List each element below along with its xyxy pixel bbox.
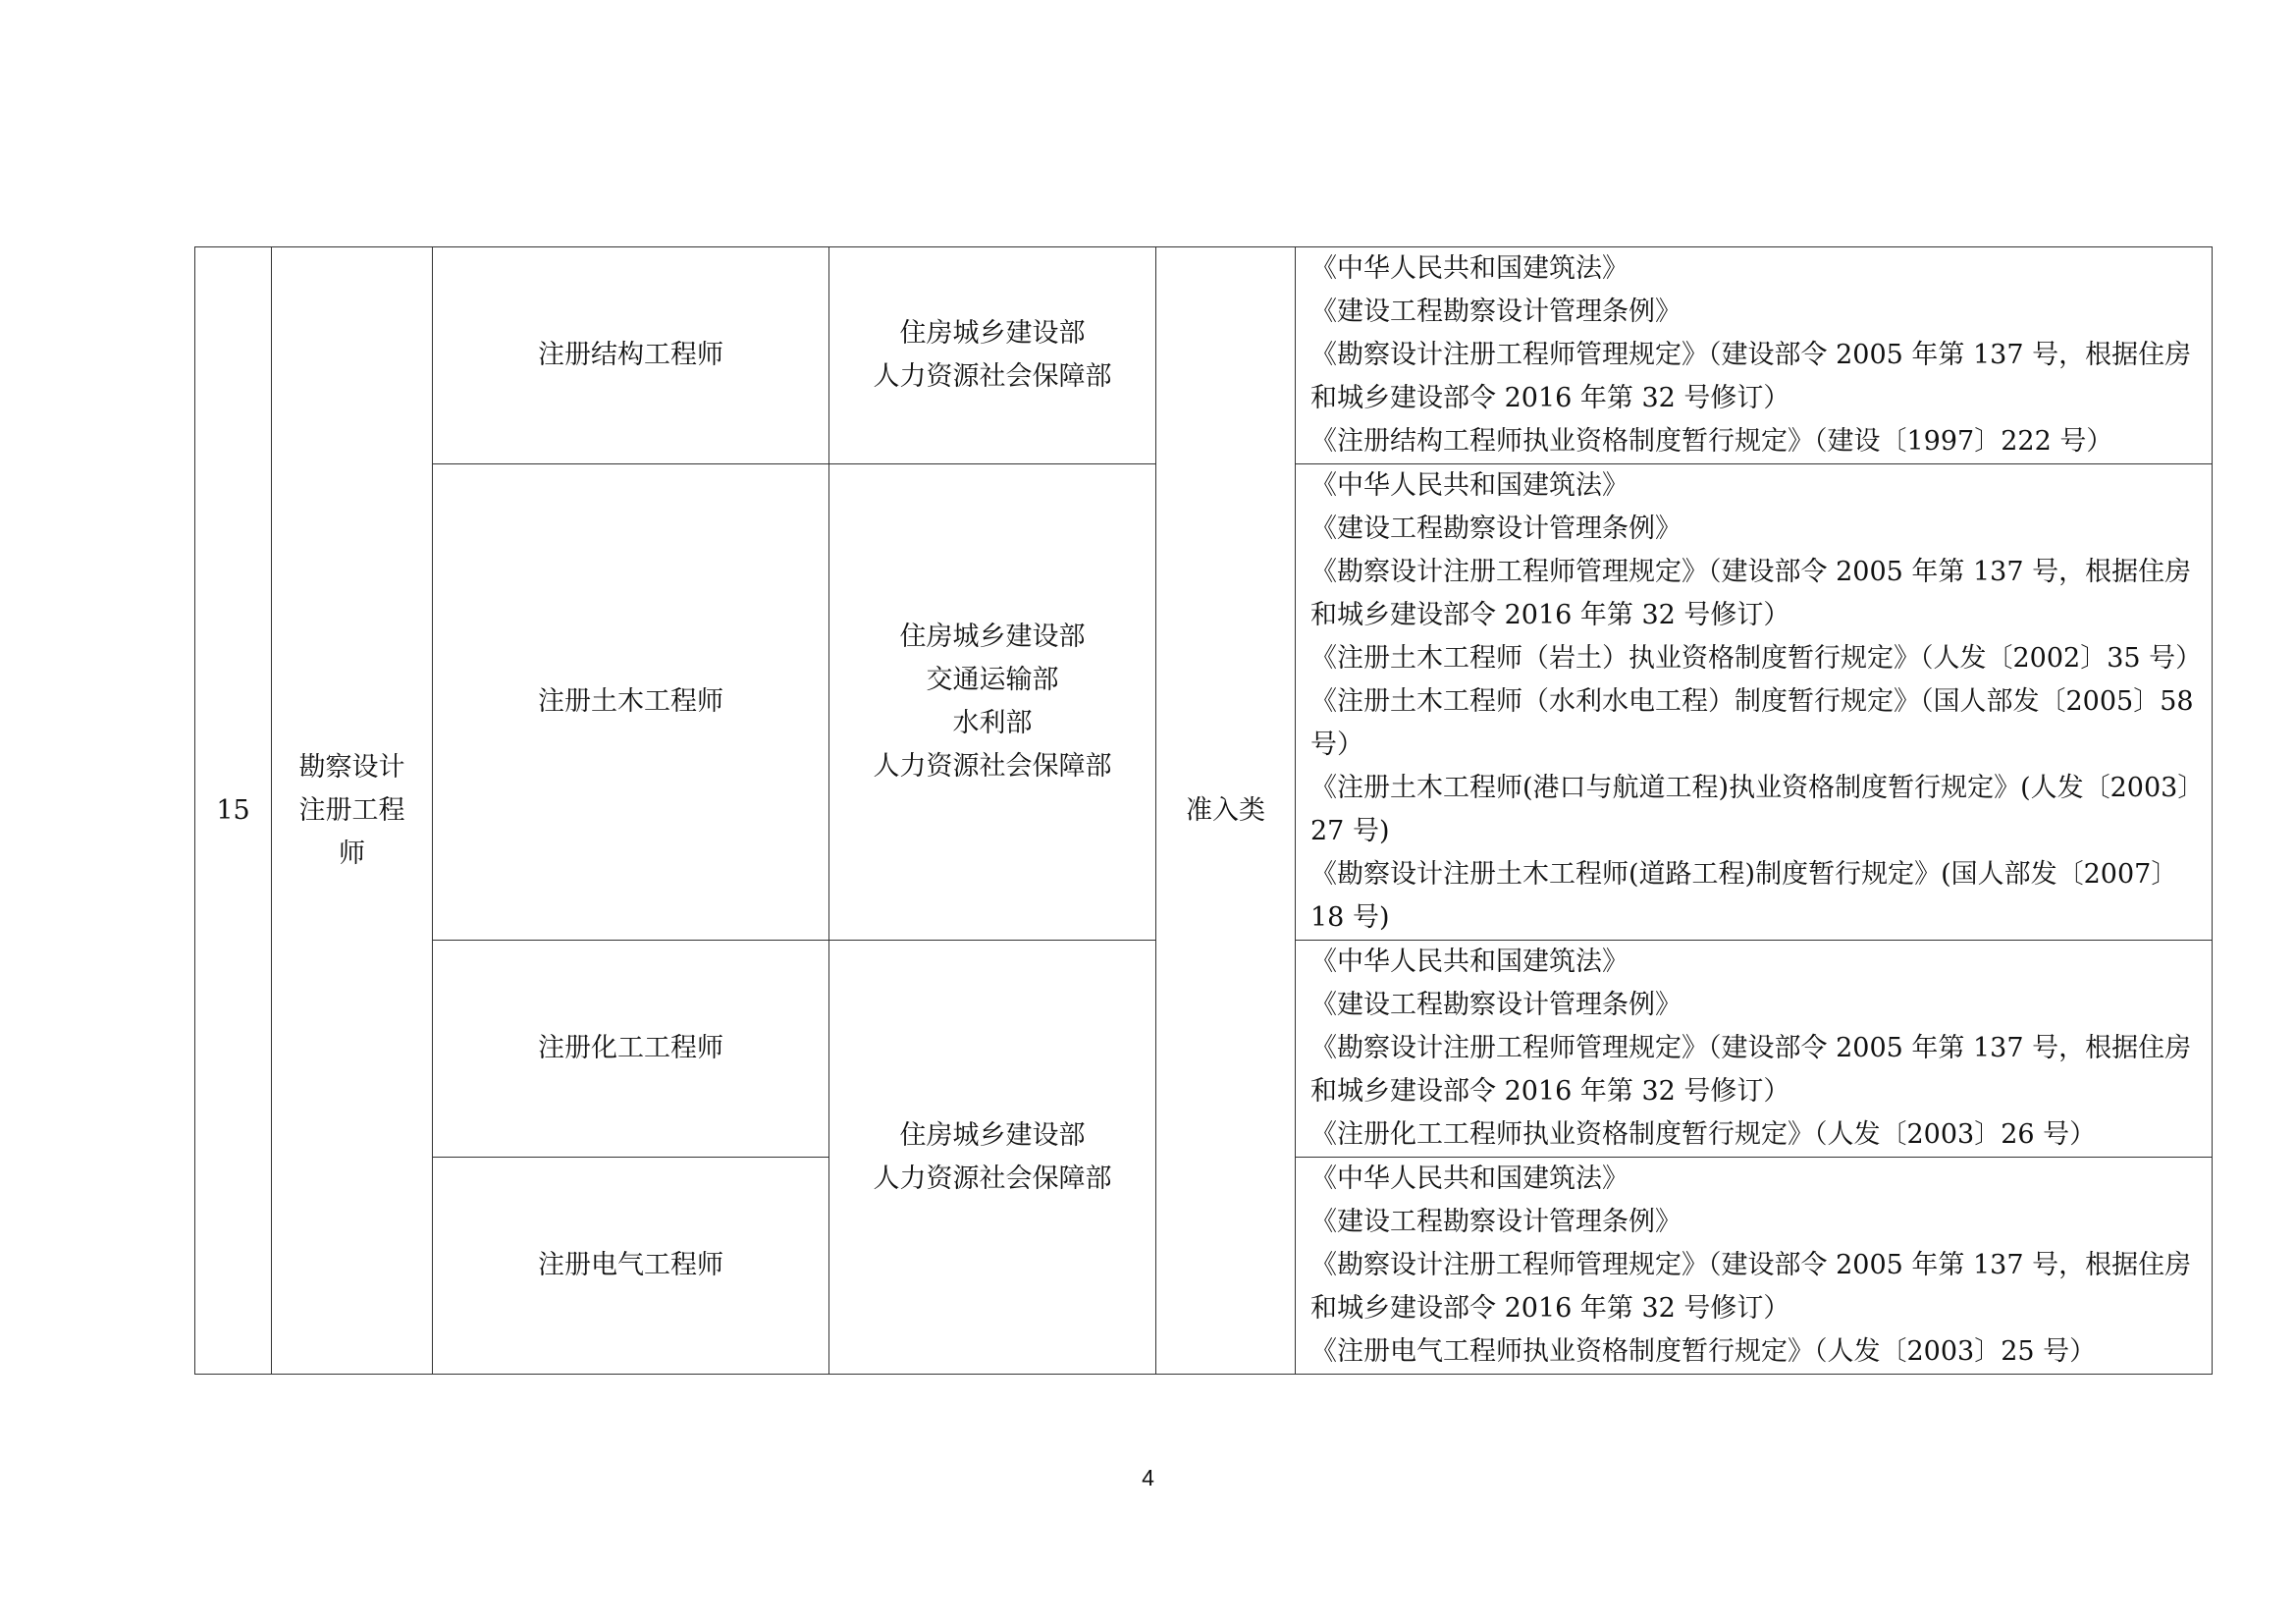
authority-line: 人力资源社会保障部 <box>873 1163 1112 1194</box>
legal-basis-item: 《勘察设计注册工程师管理规定》（建设部令 2005 年第 137 号，根据住房和城乡建设部令 2016 年第 32 号修订） <box>1310 340 2192 413</box>
qualification-type: 准入类 <box>1186 794 1265 826</box>
qualification-name: 注册电气工程师 <box>538 1250 723 1280</box>
legal-basis-item: 《注册结构工程师执业资格制度暂行规定》（建设〔1997〕222 号） <box>1310 426 2113 457</box>
qualification-type-cell <box>1156 247 1296 1375</box>
legal-basis-item: 《注册土木工程师（水利水电工程）制度暂行规定》（国人部发〔2005〕58 号） <box>1310 686 2194 760</box>
legal-basis-item: 《建设工程勘察设计管理条例》 <box>1310 1207 1682 1237</box>
qualification-name-cell <box>433 1158 829 1375</box>
legal-basis-item: 《勘察设计注册土木工程师(道路工程)制度暂行规定》(国人部发〔2007〕18 号) <box>1310 859 2178 933</box>
category-cell <box>272 247 433 1375</box>
sequence-number-cell <box>195 247 272 1375</box>
legal-basis-item: 《中华人民共和国建筑法》 <box>1310 1164 1629 1194</box>
qualification-name: 注册土木工程师 <box>538 686 723 717</box>
qualification-name: 注册结构工程师 <box>538 340 723 370</box>
legal-basis-item: 《注册土木工程师(港口与航道工程)执业资格制度暂行规定》(人发〔2003〕27 号) <box>1310 773 2191 846</box>
legal-basis-cell <box>1296 941 2213 1158</box>
table-row <box>195 247 2213 464</box>
authority-line: 住房城乡建设部 <box>899 622 1086 652</box>
category-line: 勘察设计 <box>298 751 405 783</box>
authority-line: 住房城乡建设部 <box>899 1119 1086 1151</box>
legal-basis-cell <box>1296 247 2213 464</box>
legal-basis-item: 《中华人民共和国建筑法》 <box>1310 947 1629 977</box>
legal-basis-item: 《建设工程勘察设计管理条例》 <box>1310 990 1682 1020</box>
legal-basis-item: 《注册化工工程师执业资格制度暂行规定》（人发〔2003〕26 号） <box>1310 1119 2097 1150</box>
legal-basis-item: 《注册电气工程师执业资格制度暂行规定》（人发〔2003〕25 号） <box>1310 1336 2097 1367</box>
legal-basis-cell <box>1296 1158 2213 1375</box>
legal-basis-cell <box>1296 464 2213 941</box>
legal-basis-item: 《注册土木工程师（岩土）执业资格制度暂行规定》（人发〔2002〕35 号） <box>1310 643 2203 674</box>
legal-basis-item: 《勘察设计注册工程师管理规定》（建设部令 2005 年第 137 号，根据住房和城乡建设部令 2016 年第 32 号修订） <box>1310 557 2192 630</box>
qualification-name: 注册化工工程师 <box>538 1033 723 1063</box>
legal-basis-item: 《建设工程勘察设计管理条例》 <box>1310 514 1682 544</box>
qualification-name-cell <box>433 941 829 1158</box>
authority-cell <box>829 464 1156 941</box>
authority-line: 人力资源社会保障部 <box>873 751 1112 782</box>
authority-line: 住房城乡建设部 <box>899 318 1086 349</box>
qualification-name-cell <box>433 464 829 941</box>
page-number: 4 <box>1142 1465 1154 1490</box>
authority-line: 人力资源社会保障部 <box>873 361 1112 392</box>
legal-basis-item: 《中华人民共和国建筑法》 <box>1310 253 1629 284</box>
authority-cell <box>829 247 1156 464</box>
legal-basis-item: 《中华人民共和国建筑法》 <box>1310 470 1629 501</box>
authority-line: 水利部 <box>952 708 1033 738</box>
legal-basis-item: 《建设工程勘察设计管理条例》 <box>1310 297 1682 327</box>
legal-basis-item: 《勘察设计注册工程师管理规定》（建设部令 2005 年第 137 号，根据住房和城乡建设部令 2016 年第 32 号修订） <box>1310 1250 2192 1324</box>
legal-basis-item: 《勘察设计注册工程师管理规定》（建设部令 2005 年第 137 号，根据住房和城乡建设部令 2016 年第 32 号修订） <box>1310 1033 2192 1107</box>
certification-table <box>194 246 2213 1375</box>
authority-line: 交通运输部 <box>926 665 1059 695</box>
category-line: 注册工程 <box>298 794 405 826</box>
authority-cell <box>829 941 1156 1375</box>
category-line: 师 <box>339 838 365 869</box>
qualification-name-cell <box>433 247 829 464</box>
sequence-number: 15 <box>216 794 250 826</box>
